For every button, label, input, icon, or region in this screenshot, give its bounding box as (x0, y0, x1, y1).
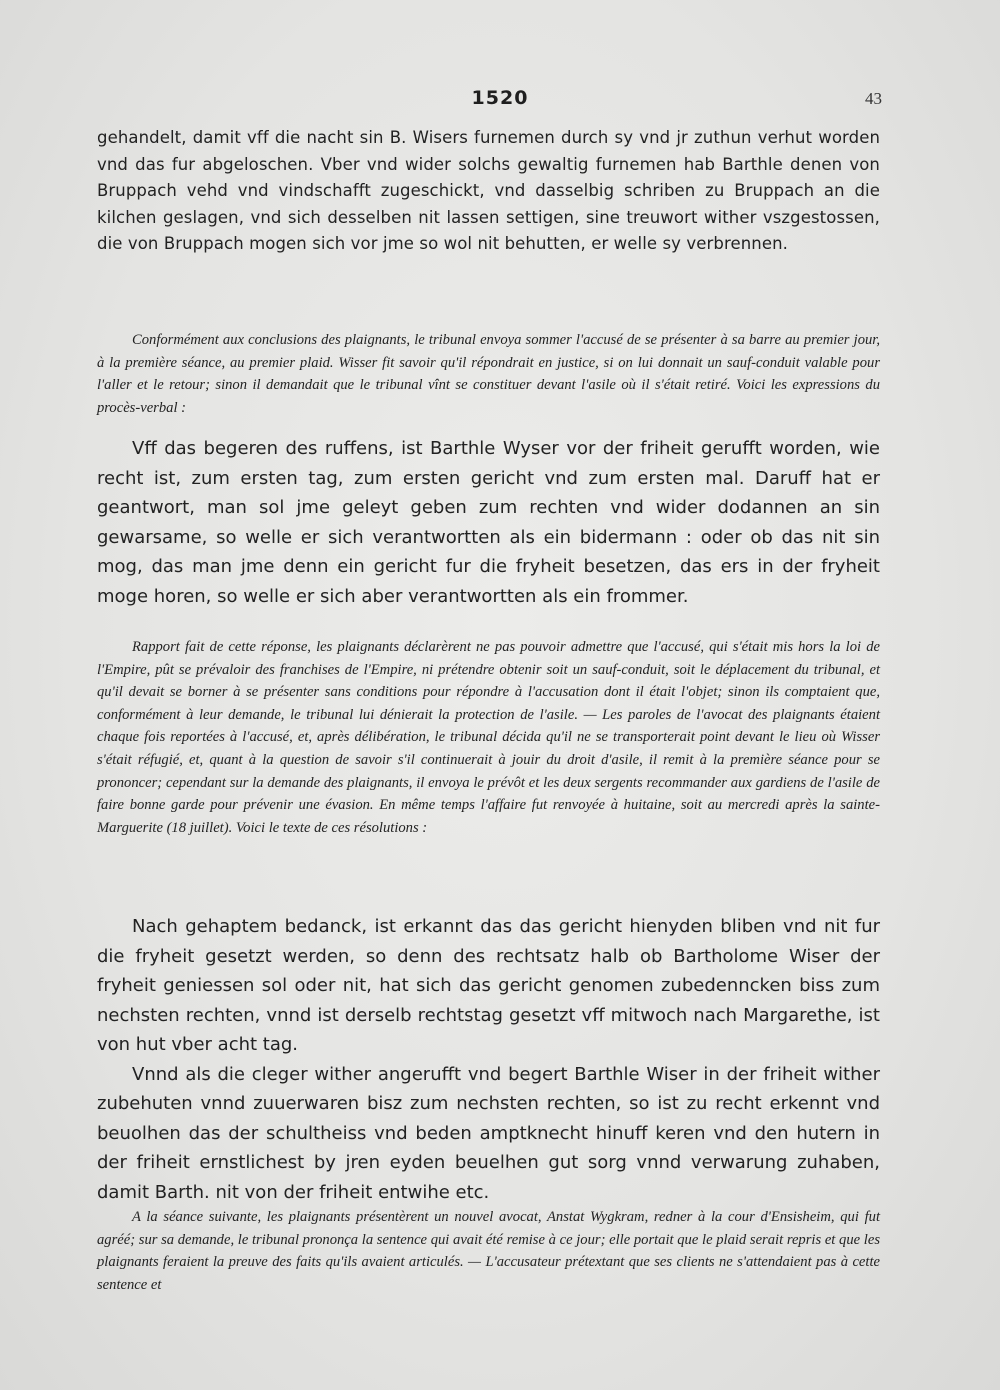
paragraph-french-2 (97, 636, 880, 839)
paragraph-text: gehandelt, damit vff die nacht sin B. Wisers furnemen durch sy vnd jr zuthun verhut worden vnd das fur abgeloschen. Vber vnd wider solchs gewaltig furnemen hab Barthle denen von Bruppach vehd vnd vindschafft zugeschickt, vnd dasselbig schriben zu Bruppach an die kilchen geslagen, vnd sich desselben nit lassen settigen, sine treuwort wither vszgestossen, die von Bruppach mogen sich vor jme so wol nit behutten, er welle sy verbrennen. (97, 128, 880, 253)
paragraph-text: Conformément aux conclusions des plaignants, le tribunal envoya sommer l'accusé de se présenter à sa barre au premier jour, à la première séance, au premier plaid. Wisser fit savoir qu'il répondrait en justice, si on lui donnait un sauf-conduit valable pour l'aller et le retour; sinon il demandait que le tribunal vînt se constituer devant l'asile où il s'était retiré. Voici les expressions du procès-verbal : (97, 332, 880, 416)
paragraph-text: A la séance suivante, les plaignants présentèrent un nouvel avocat, Anstat Wygkram, redner à la cour d'Ensisheim, qui fut agréé; sur sa demande, le tribunal prononça la sentence qui avait été remise à ce jour; elle portait que le plaid serait repris et que les plaignants feraient la preuve des faits qu'ils avaient articulés. — L'accusateur prétextant que ses clients ne s'attendaient pas à cette sentence et (97, 1209, 880, 1293)
paragraph-text: Nach gehaptem bedanck, ist erkannt das das gericht hienyden bliben vnd nit fur die fryheit gesetzt werden, so denn des rechtsatz halb ob Bartholome Wiser der fryheit geniessen sol oder nit, hat sich das gericht genomen zubedenncken biss zum nechsten rechten, vnnd ist derselb rechtstag gesetzt vff mitwoch nach Margarethe, ist von hut vber acht tag. (97, 916, 880, 1055)
paragraph-text: Vff das begeren des ruffens, ist Barthle Wyser vor der friheit gerufft worden, wie recht ist, zum ersten tag, zum ersten gericht vnd zum ersten mal. Daruff hat er geantwort, man sol jme geleyt geben zum rechten vnd wider dodannen an sin gewarsame, so welle er sich verantwortten als ein bidermann : oder ob das nit sin mog, das man jme denn ein gericht fur die fryheit besetzen, das ers in der fryheit moge horen, so welle er sich aber verantwortten als ein frommer. (97, 438, 880, 607)
paragraph-french-3 (97, 1206, 880, 1296)
paragraph-german-3 (97, 912, 880, 1207)
paragraph-text: Rapport fait de cette réponse, les plaignants déclarèrent ne pas pouvoir admettre que l'accusé, qui s'était mis hors la loi de l'Empire, pût se prévaloir des franchises de l'Empire, ni prétendre obtenir soit un sauf-conduit, soit le déplacement du tribunal, et qu'il devait se borner à se présenter sans conditions pour répondre à l'accusation dont il était l'objet; sinon ils comptaient que, conformément à leur demande, le tribunal lui dénierait la protection de l'asile. — Les paroles de l'avocat des plaignants étaient chaque fois reportées à l'accusé, et, après délibération, le tribunal décida qu'il ne se transporterait point devant le lieu où Wisser s'était réfugié, et, quant à la question de savoir s'il continuerait à jouir du droit d'asile, il remit à la première séance pour se prononcer; cependant sur la demande des plaignants, il envoya le prévôt et les deux sergents recommander aux gardiens de l'asile de faire bonne garde pour prévenir une évasion. En même temps l'affaire fut renvoyée à huitaine, soit au mercredi après la sainte-Marguerite (18 juillet). Voici le texte de ces résolutions : (97, 639, 880, 836)
running-header-year: 1520 (471, 87, 529, 109)
paragraph-german-2 (97, 434, 880, 611)
page-number: 43 (865, 89, 882, 108)
paragraph-german-1 (97, 125, 880, 258)
paragraph-french-1 (97, 329, 880, 419)
paragraph-text: Vnnd als die cleger wither angerufft vnd begert Barthle Wiser in der friheit wither zubehuten vnnd zuuerwaren bisz zum nechsten rechten, so ist zu recht erkennt vnd beuolhen das der schultheiss vnd beden amptknecht hinuff keren vnd den hutern in der friheit ernstlichest by jren eyden beuelhen gut sorg vnnd verwarung zuhaben, damit Barth. nit von der friheit entwihe etc. (97, 1063, 880, 1203)
